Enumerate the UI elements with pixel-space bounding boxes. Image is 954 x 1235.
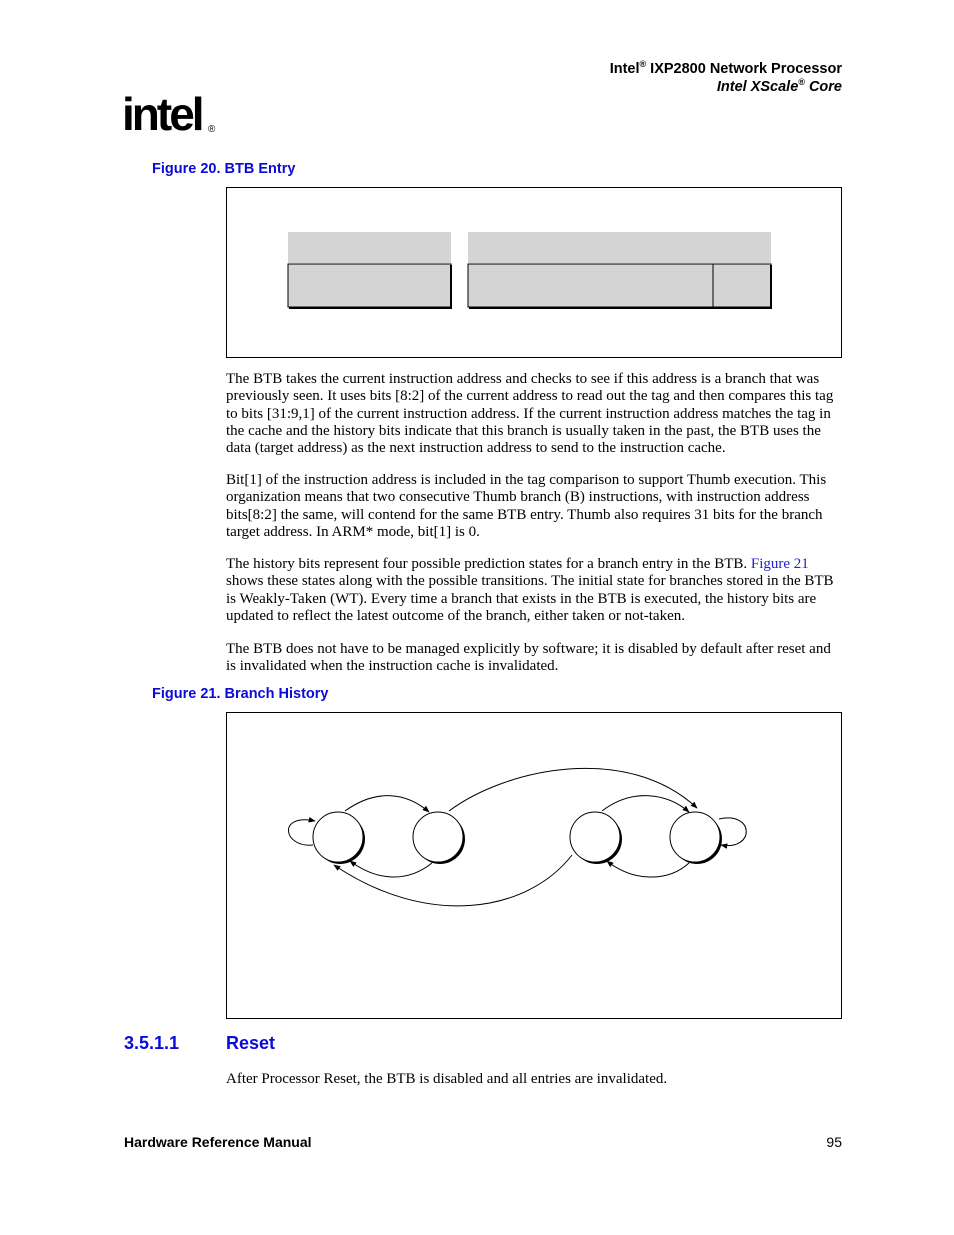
logo-wordmark: intel	[122, 88, 202, 138]
paragraph-btb-management: The BTB does not have to be managed explicitly by software; it is disabled by default after reset and is invalidated when the instruction cache is invalidated.	[226, 641, 831, 675]
state-circle-2	[413, 812, 465, 864]
figure-21-link[interactable]: Figure 21	[750, 556, 809, 572]
arrow-state-1-to-2	[345, 796, 429, 812]
figure-21-title: Figure 21. Branch History	[152, 686, 329, 702]
paragraph-history-bits: The history bits represent four possible prediction states for a branch entry in the BTB. Figure 21 shows these states along with the possible transitions. The initial state for branches stored in the BTB is Weakly-Taken (WT). Every time a branch that exists in the BTB is executed, the history bits are updated to reflect the latest outcome of the branch, either taken or not-taken.	[226, 556, 834, 624]
arrow-state-2-to-4	[449, 768, 697, 811]
state-circle-4	[670, 812, 722, 864]
paragraph-thumb-execution: Bit[1] of the instruction address is included in the tag comparison to support Thumb execution. This organization means that two consecutive Thumb branch (B) instructions, with instruction address bits[8:2] the same, will contend for the same BTB entry. Thumb also requires 31 bits for the branch target address. In ARM* mode, bit[1] is 0.	[226, 472, 827, 540]
tag-header-box	[288, 232, 451, 263]
running-header-line1: Intel® IXP2800 Network Processor	[609, 59, 842, 77]
paragraph-reset: After Processor Reset, the BTB is disabled and all entries are invalidated.	[226, 1071, 668, 1087]
btb-entry-diagram	[227, 188, 841, 357]
intel-logo	[122, 88, 222, 138]
footer-page-number: 95	[826, 1134, 842, 1150]
data-field-box	[468, 264, 771, 307]
state-circle-3	[570, 812, 622, 864]
running-header-line2: Intel XScale® Core	[716, 77, 842, 95]
footer-manual-title: Hardware Reference Manual	[124, 1134, 312, 1150]
arrow-state-3-to-1	[334, 855, 572, 906]
data-header-box	[468, 232, 771, 263]
tag-field-box	[288, 264, 451, 307]
logo-registered-mark: ®	[208, 124, 216, 135]
figure-20-title: Figure 20. BTB Entry	[152, 161, 296, 177]
figure-20-frame	[226, 187, 842, 358]
self-loop-state-4	[719, 818, 746, 846]
arrow-state-2-to-1	[350, 861, 432, 877]
paragraph-btb-lookup: The BTB takes the current instruction address and checks to see if this address is a branch that was previously seen. It uses bits [8:2] of the current address to read out the tag and then compares this tag to bits [31:9,1] of the current instruction address. If the current instruction address matches the tag in the cache and the history bits indicate that this branch is usually taken in the past, the BTB uses the data (target address) as the next instruction address to send to the instruction cache.	[226, 371, 834, 457]
arrow-state-4-to-3	[607, 861, 689, 877]
branch-history-diagram	[227, 713, 841, 1018]
section-title: Reset	[226, 1033, 276, 1053]
arrow-state-3-to-4	[602, 796, 689, 812]
section-number: 3.5.1.1	[124, 1033, 180, 1053]
figure-21-frame	[226, 712, 842, 1019]
self-loop-state-1	[288, 820, 315, 845]
state-circle-1	[313, 812, 365, 864]
